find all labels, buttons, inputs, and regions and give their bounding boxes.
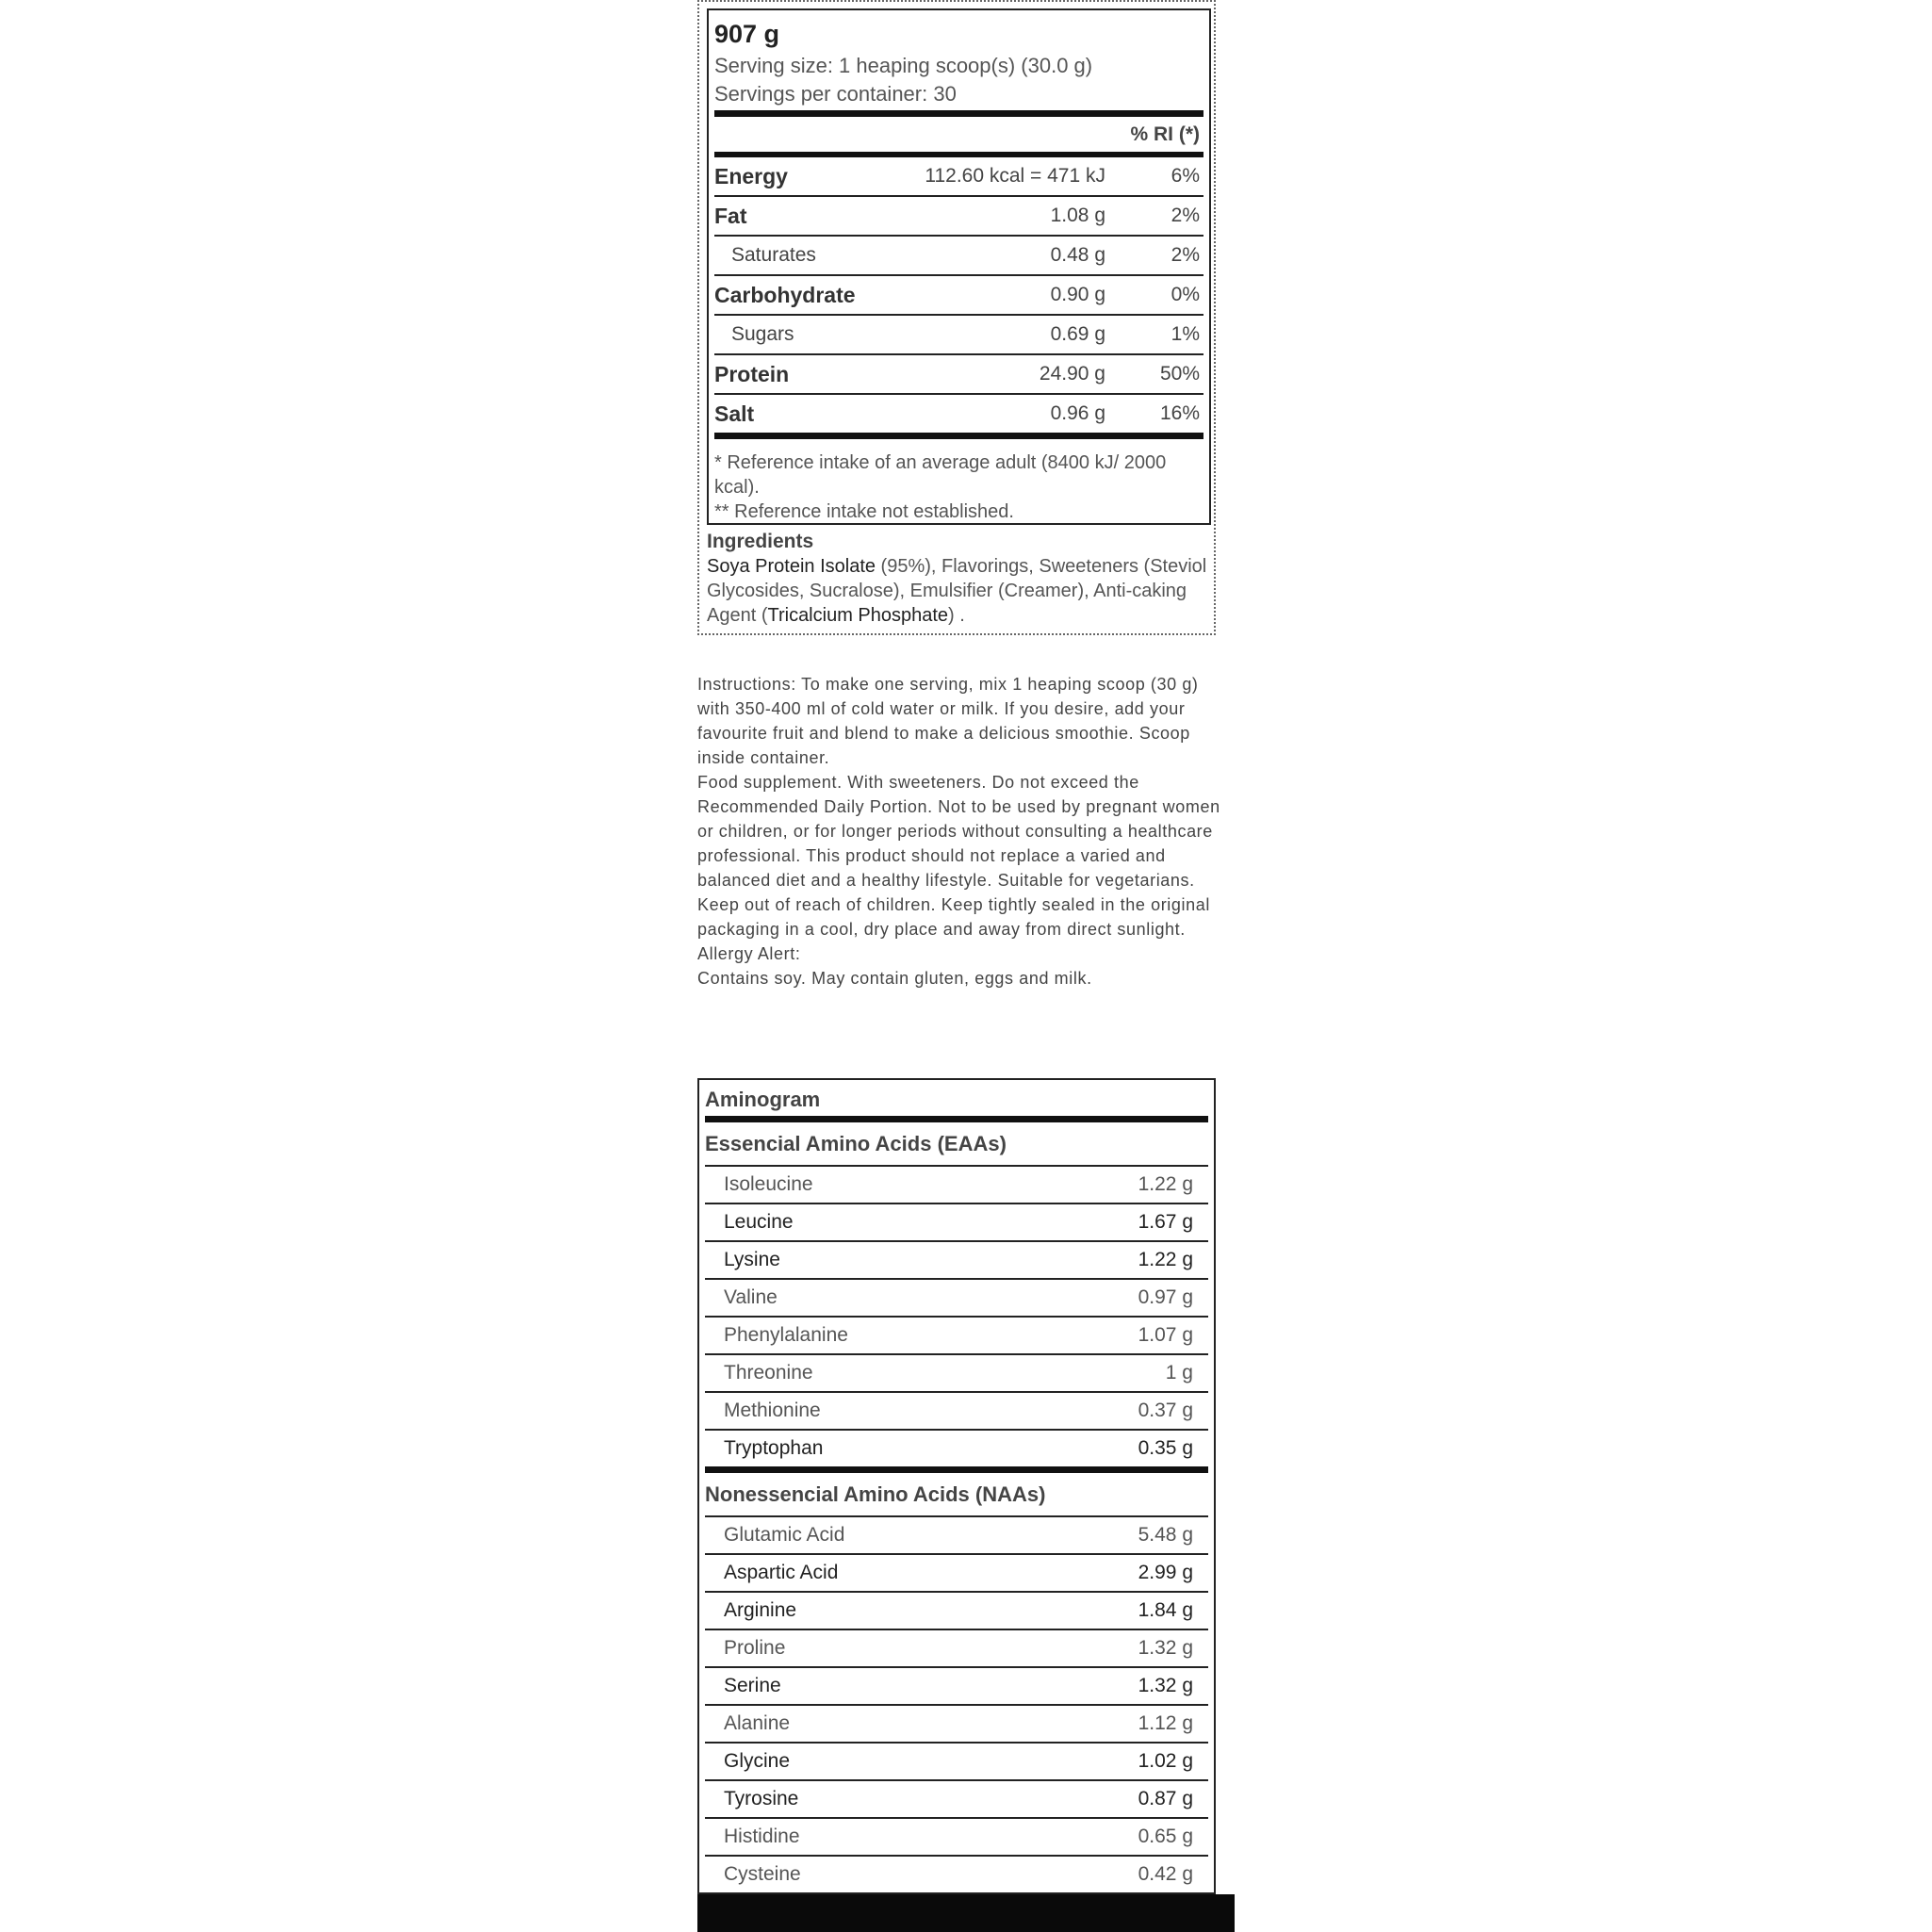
amino-row [705,1167,1208,1204]
nutrient-percent: 2% [1171,205,1200,226]
amino-value: 2.99 g [1138,1562,1193,1583]
amino-row [705,1393,1208,1431]
nutrient-percent: 50% [1159,363,1200,385]
bottom-black-bar [697,1894,1235,1932]
amino-row [705,1355,1208,1393]
nutrient-amount: 0.96 g [1050,402,1105,424]
ingredients [707,530,1211,628]
nutrient-row-protein [714,355,1203,395]
amino-row [705,1593,1208,1630]
amino-value: 5.48 g [1138,1524,1193,1546]
ingredient-end: ) . [948,605,965,626]
nutrient-name: Fat [714,204,747,228]
instructions-text: Instructions: To make one serving, mix 1 heaping scoop (30 g) with 350-400 ml of cold water or milk. If you desire, add your favourite fruit and blend to make a delicious smoothie. Scoop inside container. [697,675,1199,767]
amino-row [705,1431,1208,1466]
aminogram-title: Aminogram [705,1084,1208,1122]
amino-value: 0.35 g [1138,1437,1193,1459]
amino-row [705,1744,1208,1781]
naa-list [705,1517,1208,1892]
amino-value: 1.32 g [1138,1637,1193,1659]
servings-per-container: Servings per container: 30 [714,82,957,106]
nutrient-name: Carbohydrate [714,283,856,307]
ingredients-text [707,554,1211,628]
supplement-warning: Food supplement. With sweeteners. Do not exceed the Recommended Daily Portion. Not to be used by pregnant women or children, or for longer periods without consulting a healthcare professional. This product should not replace a varied and balanced diet and a healthy lifestyle. Suitable for vegetarians. Keep out of reach of children. Keep tightly sealed in the original packaging in a cool, dry place and away from direct sunlight. [697,773,1220,939]
amino-row [705,1781,1208,1819]
nutrient-row-salt [714,395,1203,439]
nutrition-panel [697,0,1216,635]
amino-value: 1.02 g [1138,1750,1193,1772]
amino-name: Tryptophan [724,1437,824,1459]
amino-name: Serine [724,1675,781,1696]
nutrition-facts-box [707,8,1211,525]
amino-value: 1.07 g [1138,1324,1193,1346]
nutrient-row-fat [714,197,1203,237]
footnote-reference-intake: * Reference intake of an average adult (8400 kJ/ 2000 kcal). [714,452,1167,498]
amino-name: Tyrosine [724,1788,799,1809]
net-weight: 907 g [714,20,780,48]
amino-value: 1.32 g [1138,1675,1193,1696]
nutrient-amount: 112.60 kcal = 471 kJ [925,165,1105,187]
nutrient-row-saturates [714,237,1203,276]
nutrient-percent: 16% [1159,402,1200,424]
amino-value: 1.22 g [1138,1173,1193,1195]
amino-name: Lysine [724,1249,780,1270]
nutrient-percent: 2% [1171,244,1200,266]
ingredient-main: Soya Protein Isolate [707,556,876,577]
nutrient-amount: 1.08 g [1050,205,1105,226]
nutrient-name: Sugars [731,323,794,345]
amino-name: Histidine [724,1826,800,1847]
amino-row [705,1706,1208,1744]
amino-row [705,1819,1208,1857]
amino-value: 0.37 g [1138,1400,1193,1421]
ri-header: % RI (*) [714,117,1203,157]
footnote-not-established: ** Reference intake not established. [714,501,1014,522]
amino-name: Glycine [724,1750,791,1772]
nutrient-amount: 0.90 g [1050,284,1105,305]
amino-name: Phenylalanine [724,1324,848,1346]
amino-name: Methionine [724,1400,821,1421]
nutrient-name: Salt [714,401,755,426]
amino-row [705,1204,1208,1242]
amino-name: Arginine [724,1599,797,1621]
amino-value: 0.97 g [1138,1286,1193,1308]
nutrient-row-energy [714,157,1203,197]
ingredient-anticaking: Tricalcium Phosphate [767,605,949,626]
amino-value: 1.67 g [1138,1211,1193,1233]
ingredients-title: Ingredients [707,531,814,552]
amino-name: Alanine [724,1712,791,1734]
nutrient-row-sugars [714,316,1203,355]
nutrient-row-carbohydrate [714,276,1203,316]
amino-name: Cysteine [724,1863,801,1885]
amino-name: Valine [724,1286,778,1308]
amino-name: Threonine [724,1362,813,1384]
amino-value: 0.42 g [1138,1863,1193,1885]
amino-name: Isoleucine [724,1173,813,1195]
amino-row [705,1242,1208,1280]
instructions-block [697,672,1225,991]
naa-title: Nonessencial Amino Acids (NAAs) [705,1466,1208,1517]
allergy-text: Contains soy. May contain gluten, eggs and milk. [697,969,1092,988]
eaa-title: Essencial Amino Acids (EAAs) [705,1122,1208,1167]
amino-row [705,1630,1208,1668]
nutrient-percent: 0% [1171,284,1200,305]
eaa-list [705,1167,1208,1466]
amino-name: Glutamic Acid [724,1524,845,1546]
allergy-title: Allergy Alert: [697,944,801,963]
nutrient-percent: 1% [1171,323,1200,345]
nutrient-name: Energy [714,164,788,188]
nutrient-amount: 0.69 g [1050,323,1105,345]
amino-row [705,1668,1208,1706]
nutrient-name: Saturates [731,244,816,266]
nutrient-percent: 6% [1171,165,1200,187]
nutrient-amount: 0.48 g [1050,244,1105,266]
amino-value: 1.12 g [1138,1712,1193,1734]
amino-row [705,1318,1208,1355]
footnotes [714,450,1203,524]
nutrient-name: Protein [714,362,790,386]
amino-value: 1 g [1165,1362,1193,1384]
aminogram-table [697,1078,1216,1894]
amino-value: 0.87 g [1138,1788,1193,1809]
amino-name: Proline [724,1637,786,1659]
amino-name: Aspartic Acid [724,1562,839,1583]
ingredient-list: (95%), Flavorings, Sweeteners (Steviol Glycosides, Sucralose), Emulsifier (Creamer), Anti-caking Agent ( [707,556,1207,626]
amino-row [705,1857,1208,1892]
serving-size: Serving size: 1 heaping scoop(s) (30.0 g) [714,54,1093,77]
amino-row [705,1555,1208,1593]
amino-name: Leucine [724,1211,794,1233]
amino-row [705,1517,1208,1555]
amino-value: 1.84 g [1138,1599,1193,1621]
amino-value: 1.22 g [1138,1249,1193,1270]
amino-value: 0.65 g [1138,1826,1193,1847]
amino-row [705,1280,1208,1318]
nutrient-amount: 24.90 g [1039,363,1105,385]
divider [714,110,1203,117]
